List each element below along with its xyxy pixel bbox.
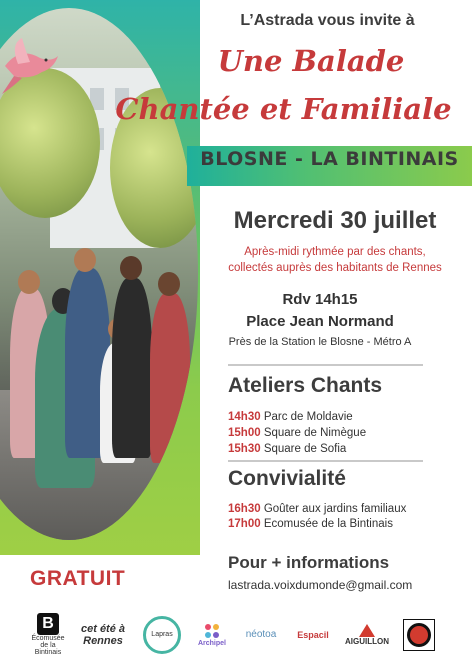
schedule-row xyxy=(228,443,346,455)
event-date: Mercredi 30 juillet xyxy=(233,207,437,234)
ateliers-title: Ateliers Chants xyxy=(228,374,383,397)
meeting-directions: Près de la Station le Blosne - Métro A xyxy=(228,336,412,348)
info-title: Pour + informations xyxy=(228,553,390,572)
schedule-row xyxy=(228,427,366,439)
aiguillon-logo xyxy=(342,612,392,657)
schedule-time: 17h00 xyxy=(228,518,261,530)
schedule-row xyxy=(228,503,406,515)
meeting-time: Rdv 14h15 xyxy=(282,291,358,308)
price-label: GRATUIT xyxy=(30,567,126,590)
event-description-1: Après-midi rythmée par des chants, xyxy=(244,246,426,258)
logo-caption: cet été à Rennes xyxy=(80,622,126,647)
event-description-2: collectés auprès des habitants de Rennes xyxy=(228,262,442,274)
schedule-label: Parc de Moldavie xyxy=(263,411,353,423)
schedule-time: 15h30 xyxy=(228,443,261,455)
espacil-logo xyxy=(290,612,336,657)
title-line-1: Une Balade xyxy=(217,44,405,78)
contact-email[interactable]: lastrada.voixdumonde@gmail.com xyxy=(228,578,413,592)
meeting-place: Place Jean Normand xyxy=(246,313,394,330)
divider xyxy=(228,460,423,462)
schedule-label: Goûter aux jardins familiaux xyxy=(263,503,407,515)
neotoa-logo xyxy=(238,612,284,657)
logo-caption: AIGUILLON xyxy=(345,637,389,646)
archipel-mark-icon xyxy=(203,622,221,640)
schedule-time: 14h30 xyxy=(228,411,261,423)
bird-icon xyxy=(0,36,60,96)
schedule-time: 16h30 xyxy=(228,503,261,515)
archipel-logo xyxy=(194,612,230,657)
cet-ete-a-rennes-logo xyxy=(74,612,132,657)
logo-caption: Espacil xyxy=(297,629,329,640)
logo-caption: Archipel xyxy=(197,640,226,647)
logo-caption: Lapras xyxy=(143,616,181,654)
logo-caption: Écomusée de la Bintinais xyxy=(31,635,65,656)
title-line-2: Chantée et Familiale xyxy=(115,92,452,126)
schedule-row xyxy=(228,411,353,423)
schedule-label: Ecomusée de la Bintinais xyxy=(263,518,393,530)
divider xyxy=(228,364,423,366)
location-label: BLOSNE - LA BINTINAIS xyxy=(200,148,459,170)
conseil-departemental-logo xyxy=(400,612,438,657)
aiguillon-mark-icon xyxy=(357,623,377,637)
ecomusee-logo: B Écomusée de la Bintinais xyxy=(28,612,68,657)
convivialite-title: Convivialité xyxy=(228,467,346,490)
schedule-row xyxy=(228,518,393,530)
invite-line: L’Astrada vous invite à xyxy=(240,12,415,29)
schedule-time: 15h00 xyxy=(228,427,261,439)
logo-caption: néotoa xyxy=(245,629,277,640)
lapras-logo xyxy=(140,612,184,657)
schedule-label: Square de Nimègue xyxy=(263,427,367,439)
schedule-label: Square de Sofia xyxy=(263,443,347,455)
